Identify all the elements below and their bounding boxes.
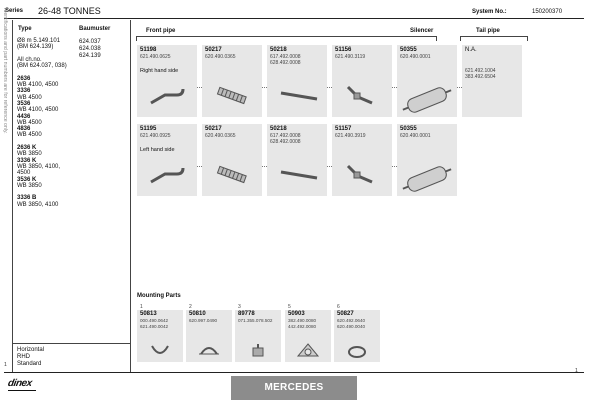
part-card[interactable] bbox=[332, 124, 392, 196]
part-reference: 621.490.0625 bbox=[140, 54, 171, 60]
strap-clamp-icon bbox=[197, 342, 221, 360]
type-entry: 4436 bbox=[17, 113, 31, 120]
pipe-bend-icon bbox=[147, 162, 187, 186]
part-card[interactable] bbox=[202, 124, 262, 196]
part-number: 50355 bbox=[400, 47, 417, 53]
part-reference: 621.490.3119 bbox=[335, 54, 366, 60]
mounting-part-reference: 620.492.0640 bbox=[337, 318, 366, 323]
tail-pipe-bracket-left bbox=[460, 36, 461, 41]
silencer-header: Silencer bbox=[410, 28, 434, 34]
mounting-part-card[interactable] bbox=[235, 310, 281, 362]
part-reference: 620.490.0001 bbox=[400, 54, 431, 60]
mounting-title: Mounting Parts bbox=[137, 293, 181, 299]
mounting-part-number: 89778 bbox=[238, 311, 255, 317]
tail-pipe-bracket bbox=[460, 36, 528, 37]
front-pipe-bracket-right bbox=[436, 36, 437, 41]
type-entry: (BM 624.037, 038) bbox=[17, 63, 67, 70]
front-pipe-bracket bbox=[136, 36, 436, 37]
silencer-icon bbox=[399, 83, 455, 117]
mounting-part-reference: 000.490.0642 bbox=[140, 318, 169, 323]
tail-pipe-reference: 383.492.6504 bbox=[465, 74, 496, 80]
mounting-part-reference: 442.492.0080 bbox=[288, 324, 317, 329]
part-reference: 620.490.0365 bbox=[205, 54, 236, 60]
part-number: 51157 bbox=[335, 126, 352, 132]
bolt-icon bbox=[246, 342, 270, 360]
type-entry: 3536 K bbox=[17, 176, 37, 183]
type-entry: WB 4500 bbox=[17, 94, 42, 101]
type-list bbox=[17, 38, 79, 208]
type-entry: All ch.no. bbox=[17, 56, 42, 63]
front-pipe-header: Front pipe bbox=[146, 28, 176, 34]
drive-note: RHD bbox=[17, 354, 30, 360]
type-entry: 4500 bbox=[17, 170, 31, 177]
flex-pipe-icon bbox=[212, 83, 252, 107]
part-card[interactable] bbox=[202, 45, 262, 117]
part-card[interactable] bbox=[397, 124, 457, 196]
bracket-pipe-icon bbox=[342, 83, 382, 113]
system-label: System No.: bbox=[472, 9, 507, 15]
type-entry: 3336 K bbox=[17, 157, 37, 164]
part-number: 51156 bbox=[335, 47, 352, 53]
type-entry: Ø8 m 5.149.101 bbox=[17, 38, 61, 44]
mounting-part-reference: 621.490.0042 bbox=[140, 324, 169, 329]
footer-notes-rule bbox=[12, 343, 130, 344]
part-number: 50355 bbox=[400, 126, 417, 132]
part-number: 50218 bbox=[270, 47, 287, 53]
brand-logo-text: dinex bbox=[7, 378, 33, 389]
mounting-part-reference: 620.490.0040 bbox=[337, 324, 366, 329]
part-reference: 617.492.0008 bbox=[270, 133, 301, 139]
variant-note: Standard bbox=[17, 361, 42, 367]
mounting-qty: 1 bbox=[140, 304, 143, 310]
footer-notes bbox=[17, 347, 44, 368]
mounting-qty: 2 bbox=[189, 304, 192, 310]
part-number: 51195 bbox=[140, 126, 157, 132]
mounting-qty: 3 bbox=[238, 304, 241, 310]
type-entry: WB 3850 bbox=[17, 151, 42, 158]
type-entry: 3336 B bbox=[17, 195, 37, 202]
side-note: Identifications and part numbers are for reference only. bbox=[2, 8, 8, 134]
type-entry: WB 4500 bbox=[17, 119, 42, 126]
type-entry: WB 3850 bbox=[17, 182, 42, 189]
part-number: 50218 bbox=[270, 126, 287, 132]
part-reference: 621.490.3919 bbox=[335, 133, 366, 139]
part-number: 51198 bbox=[140, 47, 157, 53]
baumuster-item: 624.038 bbox=[79, 46, 101, 52]
ring-clamp-icon bbox=[345, 342, 369, 360]
page-number-left: 1 bbox=[4, 362, 7, 368]
part-reference: 628.492.0008 bbox=[270, 139, 301, 145]
silencer-icon bbox=[399, 162, 455, 196]
tail-pipe-header: Tail pipe bbox=[476, 28, 500, 34]
baumuster-list bbox=[79, 39, 101, 60]
part-card[interactable] bbox=[137, 45, 197, 117]
type-entry: (BM 624.139) bbox=[17, 44, 54, 51]
type-entry: WB 3850, 4100 bbox=[17, 201, 59, 208]
type-entry: WB 4100, 4500 bbox=[17, 107, 59, 114]
type-entry: 3336 bbox=[17, 88, 31, 95]
orientation-note: Horizontal bbox=[17, 347, 45, 353]
make-banner: MERCEDES bbox=[231, 376, 357, 400]
footer-rule bbox=[4, 372, 584, 373]
part-number: 50217 bbox=[205, 126, 222, 132]
tail-pipe-number: N.A. bbox=[465, 47, 477, 53]
column-divider bbox=[130, 20, 131, 372]
part-number: 50217 bbox=[205, 47, 222, 53]
gasket-icon bbox=[296, 342, 320, 360]
part-card[interactable] bbox=[137, 124, 197, 196]
type-entry: WB 4100, 4500 bbox=[17, 82, 59, 89]
mounting-part-number: 50903 bbox=[288, 311, 305, 317]
clamp-icon bbox=[148, 342, 172, 360]
flex-pipe-icon bbox=[212, 162, 252, 186]
mounting-part-card[interactable] bbox=[137, 310, 183, 362]
part-card[interactable] bbox=[397, 45, 457, 117]
connector-dots bbox=[457, 87, 462, 88]
brand-logo-underline bbox=[8, 390, 36, 391]
series-label-text: Series bbox=[5, 8, 24, 14]
left-rule bbox=[12, 20, 13, 372]
mounting-part-number: 50810 bbox=[189, 311, 206, 317]
mounting-qty: 6 bbox=[337, 304, 340, 310]
baumuster-item: 624.139 bbox=[79, 53, 101, 59]
type-entry: WB 3850, 4100, bbox=[17, 163, 61, 170]
part-reference: 620.490.0001 bbox=[400, 133, 431, 139]
pipe-bend-icon bbox=[147, 83, 187, 107]
type-entry: 2636 bbox=[17, 75, 31, 82]
type-entry: 4836 bbox=[17, 126, 31, 133]
tail-pipe-bracket-right bbox=[527, 36, 528, 41]
straight-pipe-icon bbox=[277, 162, 321, 186]
tail-pipe-card[interactable] bbox=[462, 45, 522, 117]
part-card[interactable] bbox=[267, 45, 327, 117]
mounting-part-card[interactable] bbox=[334, 310, 380, 362]
part-reference: 628.492.0008 bbox=[270, 60, 301, 66]
part-card[interactable] bbox=[267, 124, 327, 196]
mounting-part-number: 50827 bbox=[337, 311, 354, 317]
bracket-pipe-icon bbox=[342, 162, 382, 192]
side-label: Right hand side bbox=[140, 68, 179, 74]
part-reference: 620.490.0365 bbox=[205, 133, 236, 139]
mounting-part-card[interactable] bbox=[186, 310, 232, 362]
header-rule bbox=[4, 18, 584, 19]
mounting-part-number: 50813 bbox=[140, 311, 157, 317]
baumuster-header: Baumuster bbox=[79, 26, 111, 32]
mounting-part-card[interactable] bbox=[285, 310, 331, 362]
series-value: 26-48 TONNES bbox=[38, 6, 101, 16]
brand-logo bbox=[7, 378, 33, 389]
mounting-part-reference: 071.355.078.502 bbox=[238, 318, 273, 323]
system-value: 150200370 bbox=[532, 9, 563, 15]
straight-pipe-icon bbox=[277, 83, 321, 107]
part-reference: 617.492.0008 bbox=[270, 54, 301, 60]
baumuster-item: 624.037 bbox=[79, 39, 101, 45]
part-reference: 621.490.0925 bbox=[140, 133, 171, 139]
type-entry: 3536 bbox=[17, 100, 31, 107]
part-card[interactable] bbox=[332, 45, 392, 117]
tail-pipe-reference: 621.492.1004 bbox=[465, 68, 496, 74]
page-number-right: 1 bbox=[575, 368, 578, 374]
front-pipe-bracket-left bbox=[136, 36, 137, 41]
type-header: Type bbox=[18, 26, 32, 32]
mounting-qty: 5 bbox=[288, 304, 291, 310]
mounting-part-reference: 620.997.0490 bbox=[189, 318, 218, 323]
type-entry: 2636 K bbox=[17, 145, 37, 152]
mounting-part-reference: 382.490.0080 bbox=[288, 318, 317, 323]
type-entry: WB 4500 bbox=[17, 132, 42, 139]
side-label: Left hand side bbox=[140, 147, 175, 153]
